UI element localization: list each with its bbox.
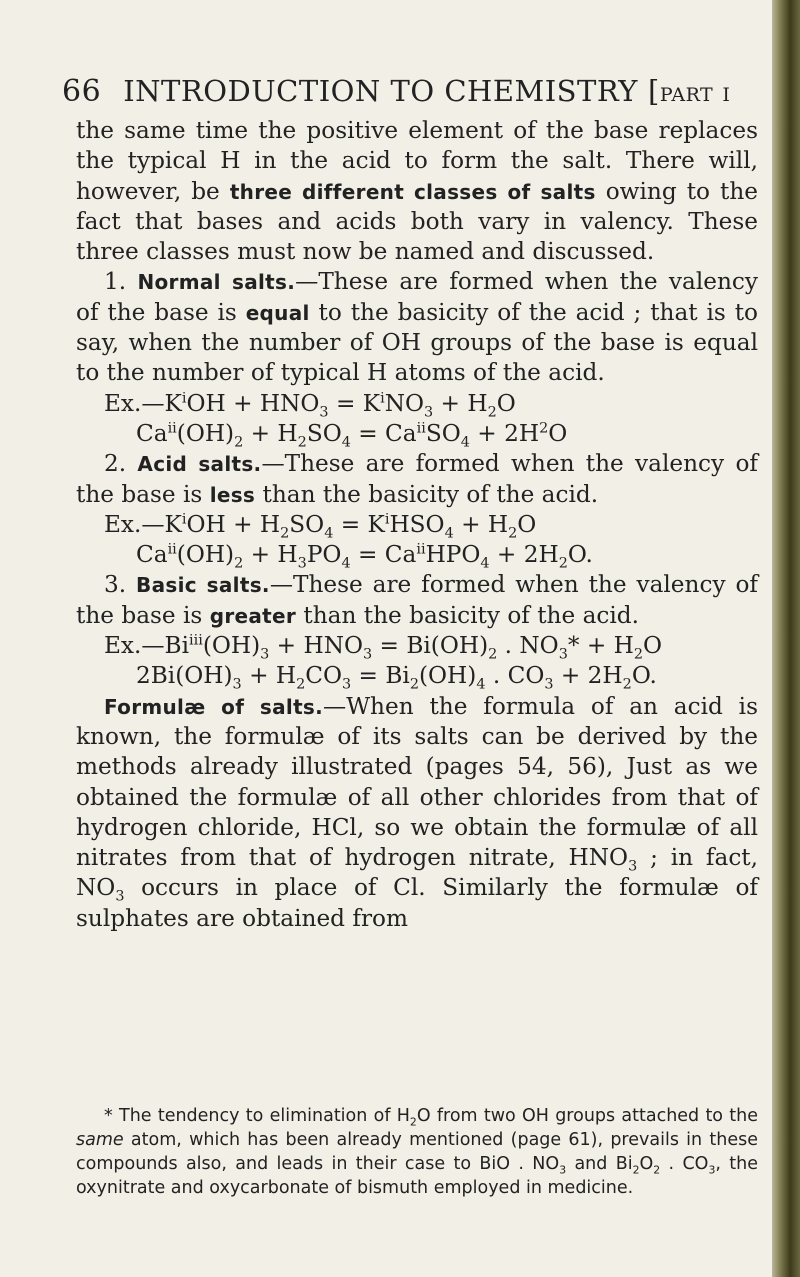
equation: $2Bi(OH)_3 + H_2CO_3 = Bi_2(OH)_4$ . $CO_3 + 2H_2O$.	[136, 662, 657, 693]
part-bracket: [	[648, 74, 660, 108]
intro-paragraph: the same time the positive element of the base replaces the typical H in the acid to form the salt. There will, however, be three different classes of salts owing to the fact that bases and acids both vary in valency. These three classes must now be named and discussed.	[76, 117, 758, 266]
running-header	[62, 74, 762, 109]
formulae-heading: Formulæ of salts.	[104, 694, 324, 719]
equation: $Ex.—Bi^{iii}(OH)_3 + HNO_3 = Bi(OH)_2$ . $NO_3* + H_2O$	[104, 632, 663, 663]
part-label: part i	[659, 77, 731, 108]
running-title: INTRODUCTION TO CHEMISTRY	[123, 74, 638, 108]
page-number: 66	[62, 74, 102, 109]
book-spine-shadow	[772, 0, 800, 1277]
equation: $Ca^{ii}(OH)_2 + H_2SO_4 = Ca^{ii}SO_4 + 2H^2O$	[136, 419, 568, 451]
bold-phrase: three different classes of salts	[229, 179, 596, 204]
body-text	[76, 116, 758, 934]
equation: $Ex.—K^iOH + HNO_3 = K^iNO_3 + H_2O$	[104, 389, 516, 421]
formulae-paragraph: Formulæ of salts.—When the formula of an acid is known, the formulæ of its salts can be derived by the methods already illustrated (pages 54, 56), Just as we obtained the formulæ of all other chlorides from that of hydrogen chloride, HCl, so we obtain the formulæ of all nitrates from that of hydrogen nitrate, $HNO_3$ ; in fact, $NO_3$ occurs in place of Cl. Similarly the formulæ of sulphates are obtained from	[76, 692, 758, 932]
equation: $Ca^{ii}(OH)_2 + H_3PO_4 = Ca^{ii}HPO_4 + 2H_2O$.	[136, 541, 593, 572]
acid-salts-paragraph: 2. Acid salts.—These are formed when the valency of the base is less than the basicity of the acid.	[76, 450, 758, 508]
basic-salts-paragraph: 3. Basic salts.—These are formed when the valency of the base is greater than the basicity of the acid.	[76, 571, 758, 629]
normal-salts-paragraph: 1. Normal salts.—These are formed when the valency of the base is equal to the basicity of the acid ; that is to say, when the number of OH groups of the base is equal to the number of typical H atoms of the acid.	[76, 268, 758, 387]
acid-salts-heading: Acid salts.	[137, 452, 262, 477]
footnote: * The tendency to elimination of $H_2O$ from two OH groups attached to the same atom, which has been already mentioned (page 61), prevails in these compounds also, and leads in their case to BiO . $NO_3$ and $Bi_2O_2$ . $CO_3$, the oxynitrate and oxycarbonate of bismuth employed in medicine.	[76, 1106, 758, 1198]
normal-salts-heading: Normal salts.	[137, 270, 296, 295]
basic-salts-heading: Basic salts.	[136, 573, 270, 598]
equation: $Ex.—K^iOH + H_2SO_4 = K^iHSO_4 + H_2O$	[104, 510, 537, 542]
